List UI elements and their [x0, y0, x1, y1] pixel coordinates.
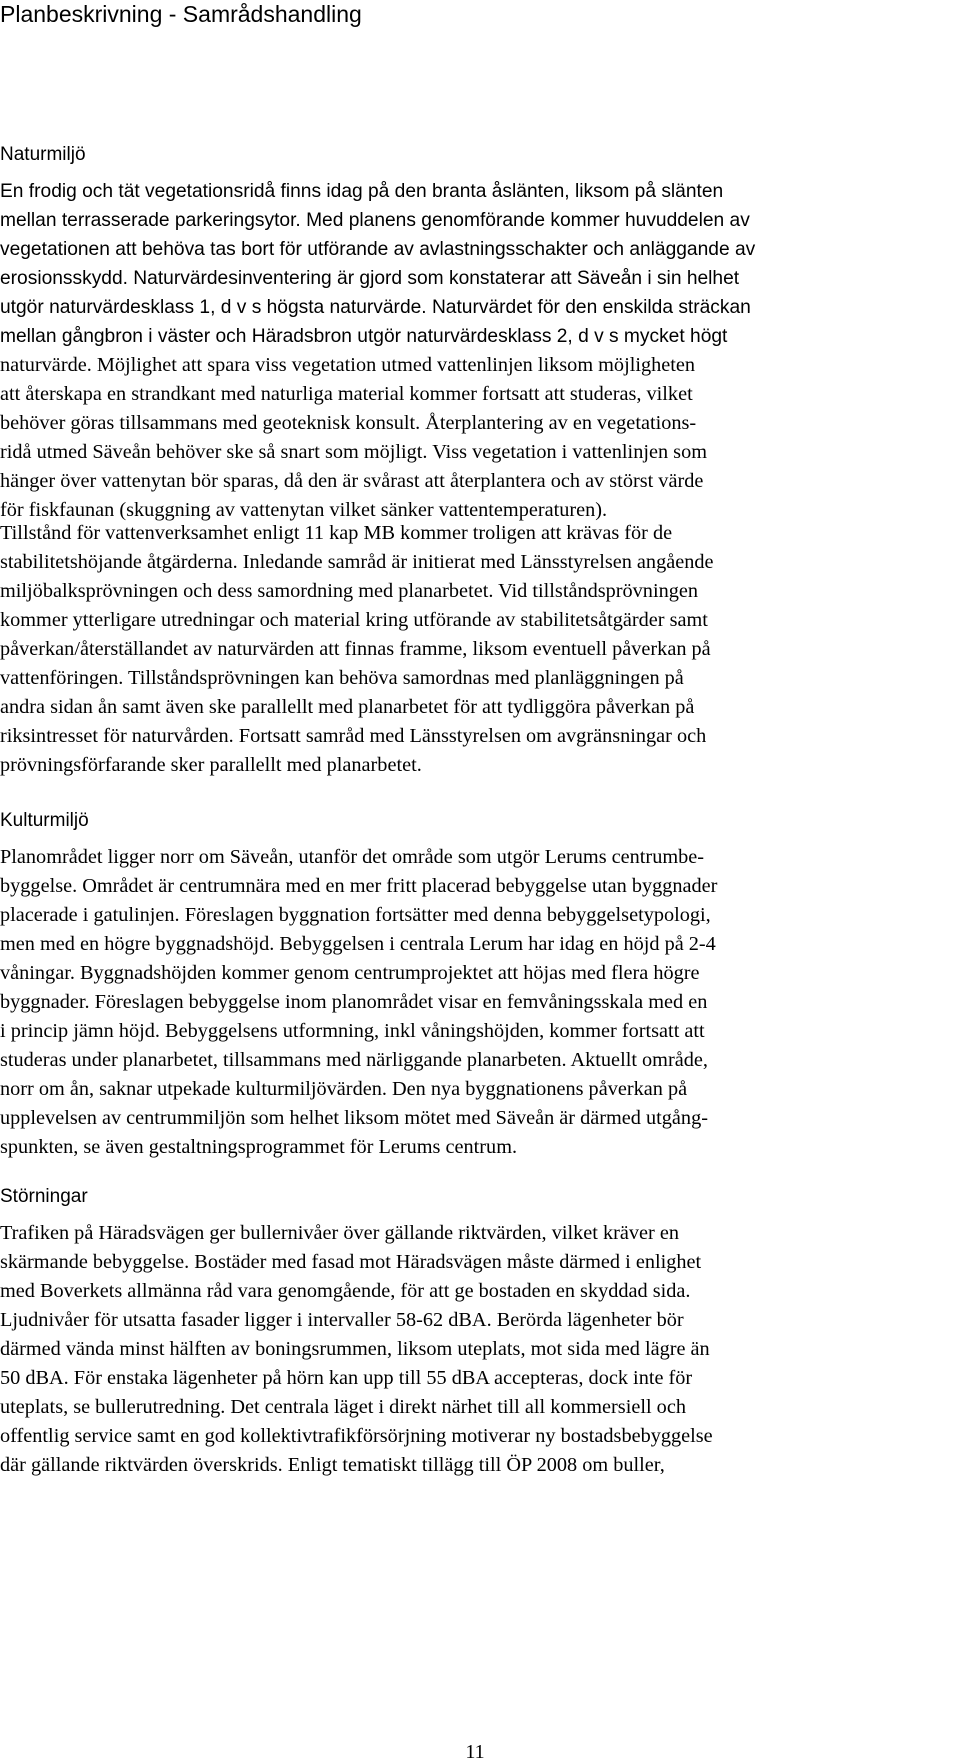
paragraph-kulturmiljo	[0, 843, 960, 1162]
text-line: påverkan/återställandet av naturvärden att finnas framme, liksom eventuell påverkan på	[0, 638, 711, 660]
text-line: placerade i gatulinjen. Föreslagen byggnation fortsätter med denna bebyggelsetypologi,	[0, 904, 711, 926]
text-line: våningar. Byggnadshöjden kommer genom centrumprojektet att höjas med flera högre	[0, 962, 700, 984]
text-line: Tillstånd för vattenverksamhet enligt 11 kap MB kommer troligen att krävas för de	[0, 522, 673, 544]
text-line: studeras under planarbetet, tillsammans med närliggande planarbeten. Aktuellt område,	[0, 1049, 708, 1071]
paragraph-naturmiljo-2	[0, 519, 960, 780]
text-line: uteplats, se bullerutredning. Det centrala läget i direkt närhet till all kommersiell och	[0, 1396, 686, 1418]
text-line: för fiskfaunan (skuggning av vattenytan vilket sänker vattentemperaturen).	[0, 499, 608, 521]
document-header: Planbeskrivning - Samrådshandling	[0, 1, 362, 27]
text-line: naturvärde. Möjlighet att spara viss vegetation utmed vattenlinjen liksom möjligheten	[0, 354, 696, 376]
text-line: med Boverkets allmänna råd vara genomgående, för att ge bostaden en skyddad sida.	[0, 1280, 691, 1302]
section-heading-naturmiljo: Naturmiljö	[0, 144, 86, 165]
text-line: erosionsskydd. Naturvärdesinventering är gjord som konstaterar att Säveån i sin helhet	[0, 268, 740, 289]
paragraph-naturmiljo-1	[0, 177, 960, 525]
text-line: Planområdet ligger norr om Säveån, utanför det område som utgör Lerums centrumbe-	[0, 846, 705, 868]
text-line: kommer ytterligare utredningar och material kring utförande av stabilitetsåtgärder samt	[0, 609, 708, 631]
text-line: vegetationen att behöva tas bort för utförande av avlastningsschakter och anläggande av	[0, 239, 756, 260]
text-line: En frodig och tät vegetationsridå finns idag på den branta åslänten, liksom på slänten	[0, 181, 724, 202]
text-line: miljöbalksprövningen och dess samordning med planarbetet. Vid tillståndsprövningen	[0, 580, 698, 602]
text-line: norr om ån, saknar utpekade kulturmiljövärden. Den nya byggnationens påverkan på	[0, 1078, 688, 1100]
text-line: mellan gångbron i väster och Häradsbron utgör naturvärdesklass 2, d v s mycket högt	[0, 326, 728, 347]
text-line: därmed vända minst hälften av boningsrummen, liksom uteplats, mot sida med lägre än	[0, 1338, 710, 1360]
text-line: byggnader. Föreslagen bebyggelse inom planområdet visar en femvåningsskala med en	[0, 991, 708, 1013]
text-line: andra sidan ån samt även ske parallellt med planarbetet för att tydliggöra påverkan på	[0, 696, 695, 718]
text-line: utgör naturvärdesklass 1, d v s högsta naturvärde. Naturvärdet för den enskilda sträckan	[0, 297, 751, 318]
text-line: skärmande bebyggelse. Bostäder med fasad mot Häradsvägen måste därmed i enlighet	[0, 1251, 702, 1273]
section-heading-kulturmiljo: Kulturmiljö	[0, 810, 89, 831]
section-heading-storningar: Störningar	[0, 1186, 88, 1207]
text-line: vattenföringen. Tillståndsprövningen kan behöva samordnas med planläggningen på	[0, 667, 684, 689]
text-line: mellan terrasserade parkeringsytor. Med planens genomförande kommer huvuddelen av	[0, 210, 750, 231]
text-line: offentlig service samt en god kollektivtrafikförsörjning motiverar ny bostadsbebyggelse	[0, 1425, 713, 1447]
text-line: prövningsförfarande sker parallellt med planarbetet.	[0, 754, 422, 776]
text-line: stabilitetshöjande åtgärderna. Inledande samråd är initierat med Länsstyrelsen angående	[0, 551, 714, 573]
text-line: men med en högre byggnadshöjd. Bebyggelsen i centrala Lerum har idag en höjd på 2-4	[0, 933, 716, 955]
text-line: byggelse. Området är centrumnära med en mer fritt placerad bebyggelse utan byggnader	[0, 875, 718, 897]
text-line: i princip jämn höjd. Bebyggelsens utformning, inkl våningshöjden, kommer fortsatt att	[0, 1020, 705, 1042]
text-line: behöver göras tillsammans med geoteknisk konsult. Återplantering av en vegetations-	[0, 412, 697, 434]
text-line: upplevelsen av centrummiljön som helhet liksom mötet med Säveån är därmed utgång-	[0, 1107, 708, 1129]
text-line: 50 dBA. För enstaka lägenheter på hörn kan upp till 55 dBA accepteras, dock inte för	[0, 1367, 693, 1389]
paragraph-storningar	[0, 1219, 960, 1480]
text-line: Ljudnivåer för utsatta fasader ligger i intervaller 58-62 dBA. Berörda lägenheter bör	[0, 1309, 684, 1331]
text-line: spunkten, se även gestaltningsprogrammet för Lerums centrum.	[0, 1136, 518, 1158]
text-line: där gällande riktvärden överskrids. Enligt tematiskt tillägg till ÖP 2008 om buller,	[0, 1454, 665, 1476]
text-line: Trafiken på Häradsvägen ger bullernivåer över gällande riktvärden, vilket kräver en	[0, 1222, 679, 1244]
text-line: ridå utmed Säveån behöver ske så snart som möjligt. Viss vegetation i vattenlinjen som	[0, 441, 707, 463]
text-line: att återskapa en strandkant med naturliga material kommer fortsatt att studeras, vilket	[0, 383, 693, 405]
page-number: 11	[465, 1741, 485, 1763]
text-line: riksintresset för naturvården. Fortsatt samråd med Länsstyrelsen om avgränsningar och	[0, 725, 707, 747]
text-line: hänger över vattenytan bör sparas, då den är svårast att återplantera och av störst värde	[0, 470, 704, 492]
